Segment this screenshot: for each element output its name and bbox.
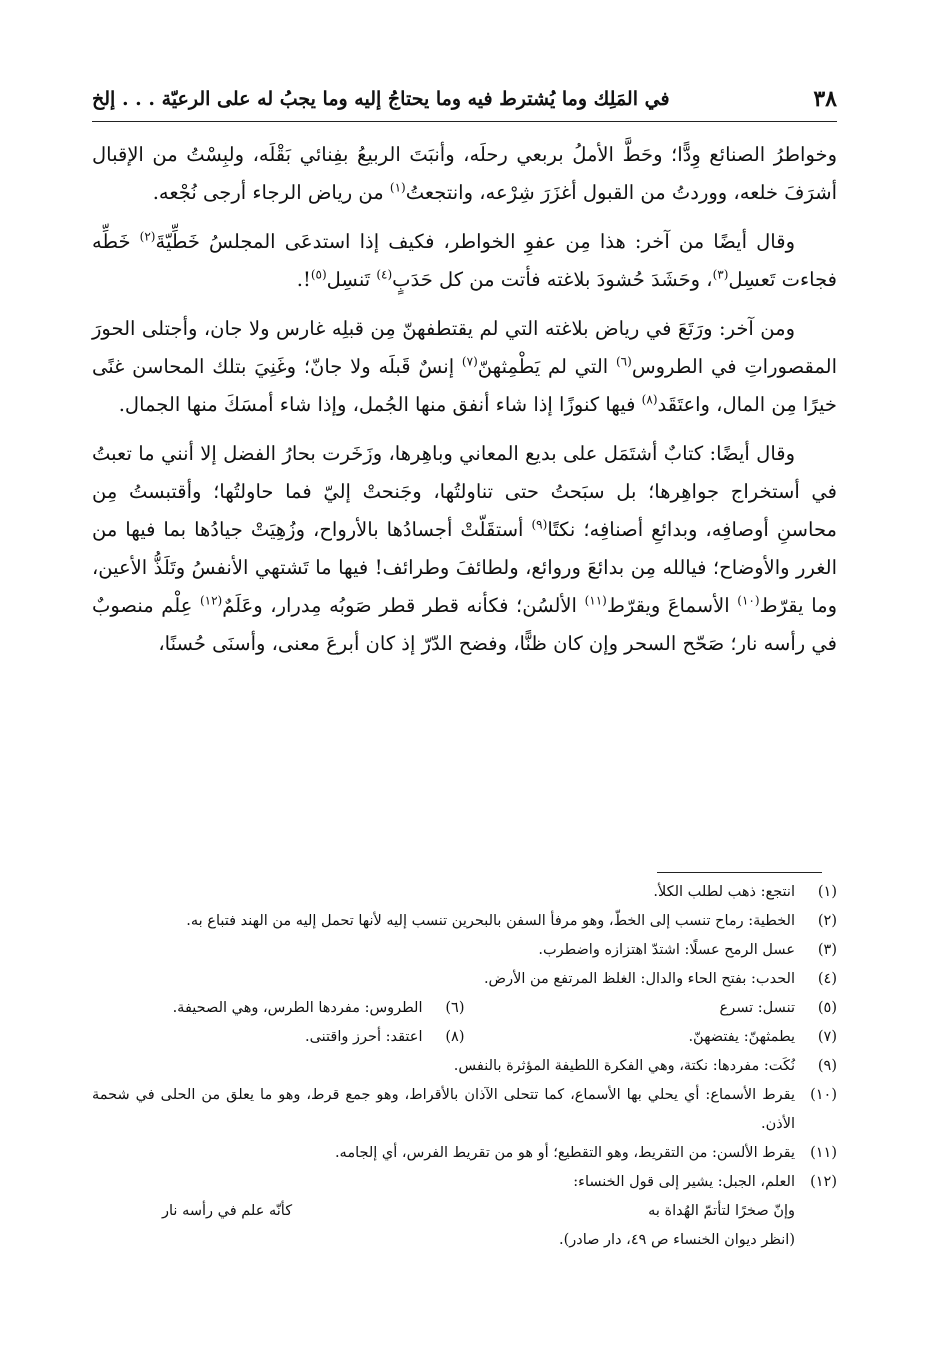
footnote-ref: (١١)	[584, 593, 607, 608]
footnote-ref: (٥)	[310, 267, 327, 282]
footnote-ref: (٧)	[461, 354, 478, 369]
footnote-ref: (٤)	[376, 267, 393, 282]
footnote-ref: (٨)	[641, 392, 658, 407]
footnote-ref: (٦)	[615, 354, 632, 369]
running-title: في المَلِك وما يُشترط فيه وما يحتاجُ إليه وما يجبُ له على الرعيّة . . . إلخ	[92, 88, 670, 110]
verse-second-hemistich: كأنّه علم في رأسه نار	[162, 1203, 293, 1219]
source-citation: (انظر ديوان الخنساء ص ٤٩، دار صادر).	[558, 1232, 795, 1248]
main-text	[92, 136, 837, 674]
paragraph: وقال أيضًا من آخر: هذا مِن عفوِ الخواطر، فكيف إذا استدعَى المجلسُ خَطِّيّةَ$^{(٢)}$ خَطِّه فجاءت تَعسِل$^{(٣)}$، وحَشَدَ حُشودَ بلاغته فأتت من كل حَدَبٍ$^{(٤)}$ تَنسِل$^{(٥)}$!.	[92, 229, 837, 291]
footnote-item: (١) انتجع: ذهب لطلب الكلأ.	[653, 884, 837, 900]
footnote-ref: (٩)	[531, 517, 548, 532]
poetry-verse	[92, 1197, 837, 1226]
footnote-item: (٤) الحدب: بفتح الحاء والدال: الغلظ المرتفع من الأرض.	[483, 971, 837, 987]
paragraph: ومن آخر: ورَتَعَ في رياض بلاغته التي لم يقتطفهنّ مِن قبلِه غارس ولا جان، وأجتلى الحورَ المقصوراتِ في الطروس$^{(٦)}$ التي لم يَطْمِثهنّ$^{(٧)}$ إنسٌ قَبلَه ولا جانّ؛ وغَنِيَ بتلك المحاسن غنًى خيرًا مِن المال، واعتَقَد$^{(٨)}$ فيها كنوزًا إذا شاء أنفق منها الجُمل، وإذا شاء أمسَكَ منها الجمال.	[92, 317, 837, 416]
footnote-item: (٢) الخطية: رماح تنسب إلى الخطّ، وهو مرفأ السفن بالبحرين تنسب إليه لأنها تحمل إليه من الهند فتباع به.	[186, 913, 837, 929]
footnotes	[92, 878, 837, 1255]
footnote-ref: (٣)	[712, 267, 729, 282]
footnote-ref: (١٠)	[737, 593, 760, 608]
footnote-ref: (٢)	[139, 229, 156, 244]
running-header	[92, 84, 837, 114]
paragraph: وقال أيضًا: كتابٌ أشتَمَل على بديع المعاني وباهِرها، وزَخَرت بحارُ الفضل إلا أنني ما تعبتُ في أستخراج جواهِرها؛ بل سبَحتُ حتى تناولتُها، وجَنحتْ إليّ فما حاولتُها؛ وأقتبستُ مِن محاسنِ أوصافِه، وبدائعِ أصنافِه؛ نكتًا$^{(٩)}$ أستقَلّتْ أجسادُها بالأرواح، وزُهِيَتْ جيادُها بما فيها من الغرر والأوضاح؛ فيالله مِن بدائعَ وروائع، ولطائفَ وطرائف! فيها ما تَشتهي الأنفسُ وتَلَذُّ الأعين، وما يقرّط$^{(١٠)}$ الأسماعَ ويقرّط$^{(١١)}$ الألسُن؛ فكأنه قطر قطر صَوبُه مِدرار، وعَلَمٌ$^{(١٢)}$ عِلْم منصوبٌ في رأسه نار؛ صَحّح السحر وإن كان ظنًّا، وفضح الدّرّ إذ كان أبرعَ معنى، وأسنَى حُسنًا،	[92, 442, 837, 655]
footnote-pair: (٧) يطمثهنّ: يفتضهنّ. (٨) اعتقد: أحرز واقتنى.	[304, 1029, 837, 1045]
footnote-ref: (١٢)	[199, 593, 223, 608]
header-divider	[92, 121, 837, 122]
footnote-item: (٣) عسل الرمح عسلًا: اشتدّ اهتزازه واضطرب.	[538, 942, 837, 958]
footnote-item: (١١) يقرط الألسن: من التقريط، وهو التقطيع؛ أو هو من تقريط الفرس، أي إلجامه.	[334, 1145, 837, 1161]
verse-first-hemistich: وإنّ صخرًا لتأتمّ الهُداة به	[648, 1203, 795, 1219]
footnote-item: (٩) نُكَت: مفردها: نكتة، وهي الفكرة اللطيفة المؤثرة بالنفس.	[453, 1058, 837, 1074]
footnote-item: (١٢) العلم، الجبل: يشير إلى قول الخنساء:	[573, 1174, 837, 1190]
paragraph: وخواطرُ الصنائع وِدًّا؛ وحَطَّ الأملُ بربعي رحلَه، وأنبَتَ الربيعُ بفِنائي بَقْلَه، ولبِسْتُ من الإقبال أشرَفَ خلعه، ووردتُ من القبول أغزَرَ شِرْعه، وانتجعتُ$^{(١)}$ من رياض الرجاء أرجى نُجْعه.	[92, 143, 837, 204]
footnote-divider	[657, 872, 822, 873]
footnote-item: (١٠) يقرط الأسماع: أي يحلي بها الأسماع، كما تتحلى الآذان بالأقراط، وهو جمع قرط، وهو ما يعلق من الحلى في شحمة الأذن.	[92, 1087, 837, 1132]
page-number: ٣٨	[813, 86, 837, 112]
footnote-pair: (٥) تنسل: تسرع (٦) الطروس: مفردها الطرس، وهي الصحيفة.	[172, 1000, 837, 1016]
footnote-ref: (١)	[389, 180, 406, 195]
